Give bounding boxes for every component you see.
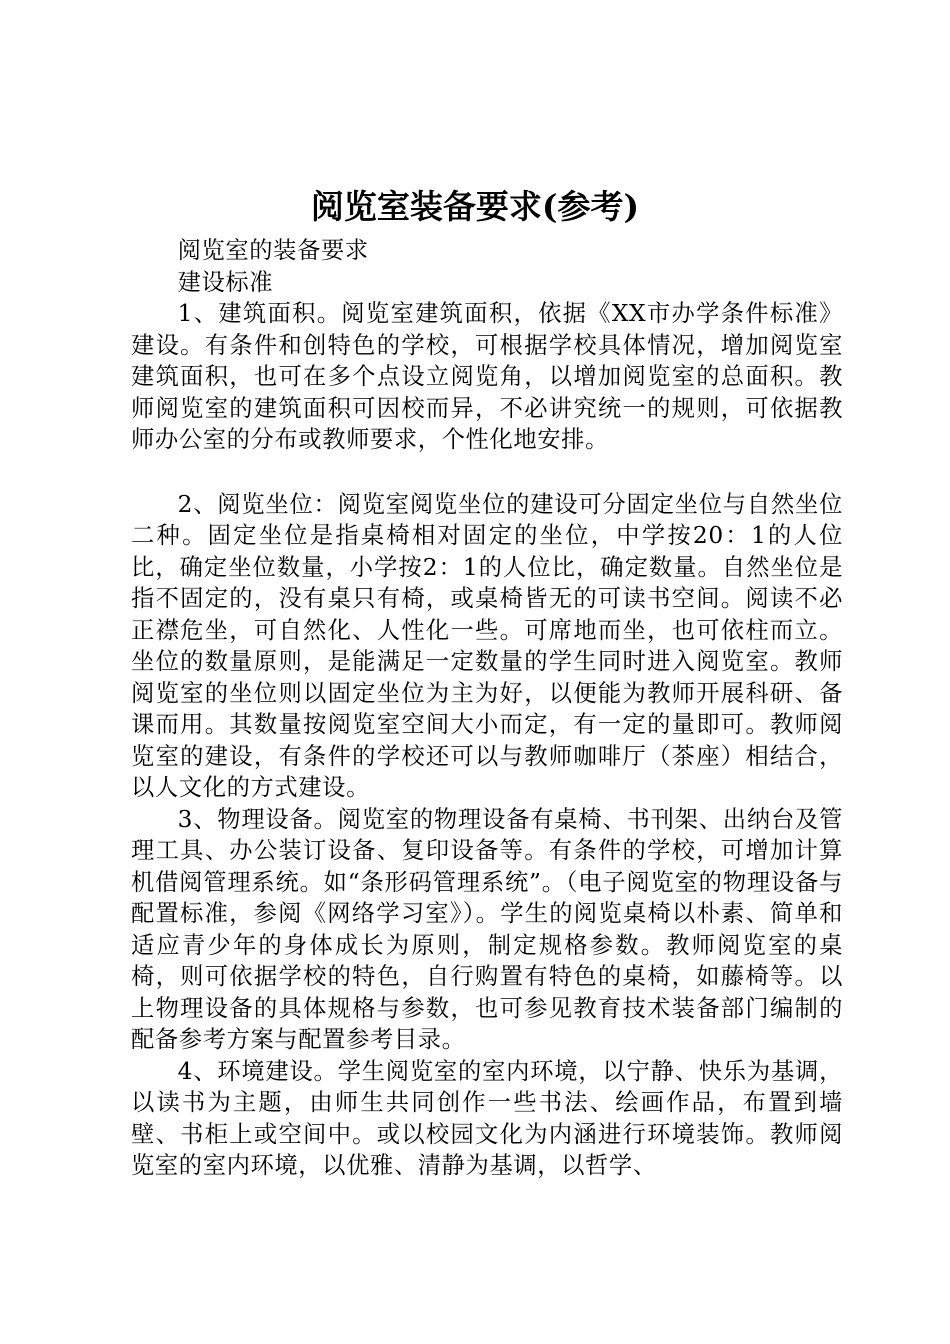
document-title: 阅览室装备要求(参考) — [310, 187, 640, 226]
document-body — [131, 235, 843, 1182]
paragraph-subtitle: 阅览室的装备要求 — [177, 237, 369, 264]
paragraph-section-heading: 建设标准 — [177, 268, 274, 296]
paragraph-building-area: 1、建筑面积。阅览室建筑面积，依据《XX市办学条件标准》建设。有条件和创特色的学校，可根据学校具体情况，增加阅览室建筑面积，也可在多个点设立阅览角，以增加阅览室的总面积。教师阅览室的建筑面积可因校而异，不必讲究统一的规则，可依据教师办公室的分布或教师要求，个性化地安排。 — [131, 300, 843, 453]
paragraph-environment: 4、环境建设。学生阅览室的室内环境，以宁静、快乐为基调，以读书为主题，由师生共同创作一些书法、绘画作品，布置到墙壁、书柜上或空间中。或以校园文化为内涵进行环境装饰。教师阅览室的室内环境，以优雅、清静为基调，以哲学、 — [131, 1057, 843, 1179]
paragraph-physical-equipment: 3、物理设备。阅览室的物理设备有桌椅、书刊架、出纳台及管理工具、办公装订设备、复印设备等。有条件的学校，可增加计算机借阅管理系统。如“条形码管理系统”。（电子阅览室的物理设备与配置标准，参阅《网络学习室》）。学生的阅览桌椅以朴素、简单和适应青少年的身体成长为原则，制定规格参数。教师阅览室的桌椅，则可依据学校的特色，自行购置有特色的桌椅，如藤椅等。以上物理设备的具体规格与参数，也可参见教育技术装备部门编制的配备参考方案与配置参考目录。 — [131, 805, 843, 1053]
paragraph-reading-seats: 2、阅览坐位：阅览室阅览坐位的建设可分固定坐位与自然坐位二种。固定坐位是指桌椅相对固定的坐位，中学按20：1的人位比，确定坐位数量，小学按2：1的人位比，确定数量。自然坐位是指不固定的，没有桌只有椅，或桌椅皆无的可读书空间。阅读不必正襟危坐，可自然化、人性化一些。可席地而坐，也可依柱而立。坐位的数量原则，是能满足一定数量的学生同时进入阅览室。教师阅览室的坐位则以固定坐位为主为好，以便能为教师开展科研、备课而用。其数量按阅览室空间大小而定，有一定的量即可。教师阅览室的建设，有条件的学校还可以与教师咖啡厅（茶座）相结合，以人文化的方式建设。 — [131, 490, 843, 801]
